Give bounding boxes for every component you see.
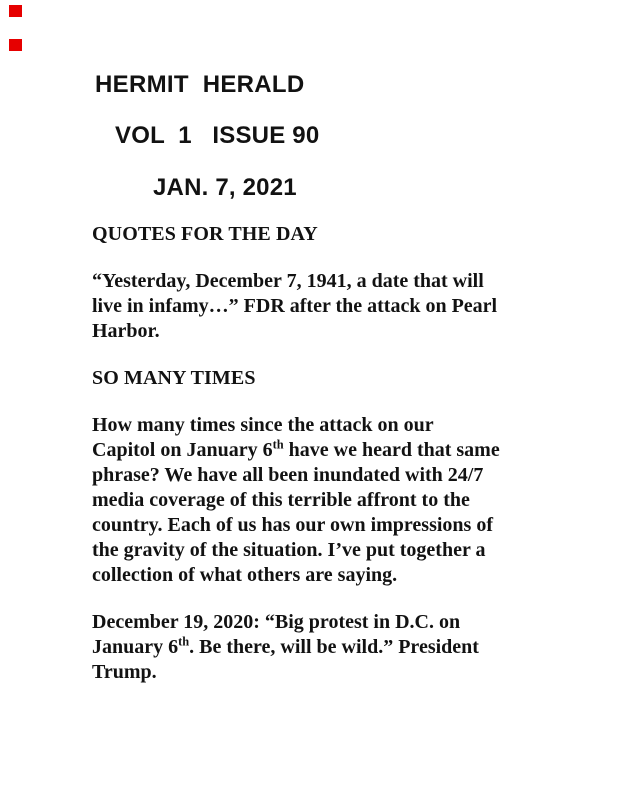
text-line: SO MANY TIMES xyxy=(92,367,256,389)
section-heading xyxy=(92,366,547,391)
text-line: QUOTES FOR THE DAY xyxy=(92,223,318,245)
text-line: December 19, 2020: “Big protest in D.C. on xyxy=(92,611,461,633)
text-line: How many times since the attack on our xyxy=(92,414,434,436)
red-marker-icon xyxy=(9,5,22,17)
text-line: “Yesterday, December 7, 1941, a date that will xyxy=(92,270,484,292)
section-heading xyxy=(92,222,547,247)
paragraph xyxy=(92,269,547,344)
red-marker-icon xyxy=(9,39,22,51)
text-line: Capitol on January 6th have we heard that same xyxy=(92,437,500,461)
text-line: country. Each of us has our own impressions of xyxy=(92,514,493,536)
text-line: phrase? We have all been inundated with 24/7 xyxy=(92,464,484,486)
newsletter-title: HERMIT HERALD xyxy=(95,71,305,98)
paragraph xyxy=(92,610,547,685)
paragraph xyxy=(92,413,547,588)
text-line: live in infamy…” FDR after the attack on Pearl xyxy=(92,295,498,317)
text-line: January 6th. Be there, will be wild.” President xyxy=(92,634,479,658)
text-line: collection of what others are saying. xyxy=(92,564,398,586)
article-body xyxy=(92,222,547,707)
text-line: Harbor. xyxy=(92,320,160,342)
text-line: the gravity of the situation. I’ve put together a xyxy=(92,539,486,561)
text-line: Trump. xyxy=(92,661,157,683)
volume-issue-line: VOL 1 ISSUE 90 xyxy=(115,122,320,149)
text-line: media coverage of this terrible affront to the xyxy=(92,489,470,511)
date-line: JAN. 7, 2021 xyxy=(153,174,297,201)
